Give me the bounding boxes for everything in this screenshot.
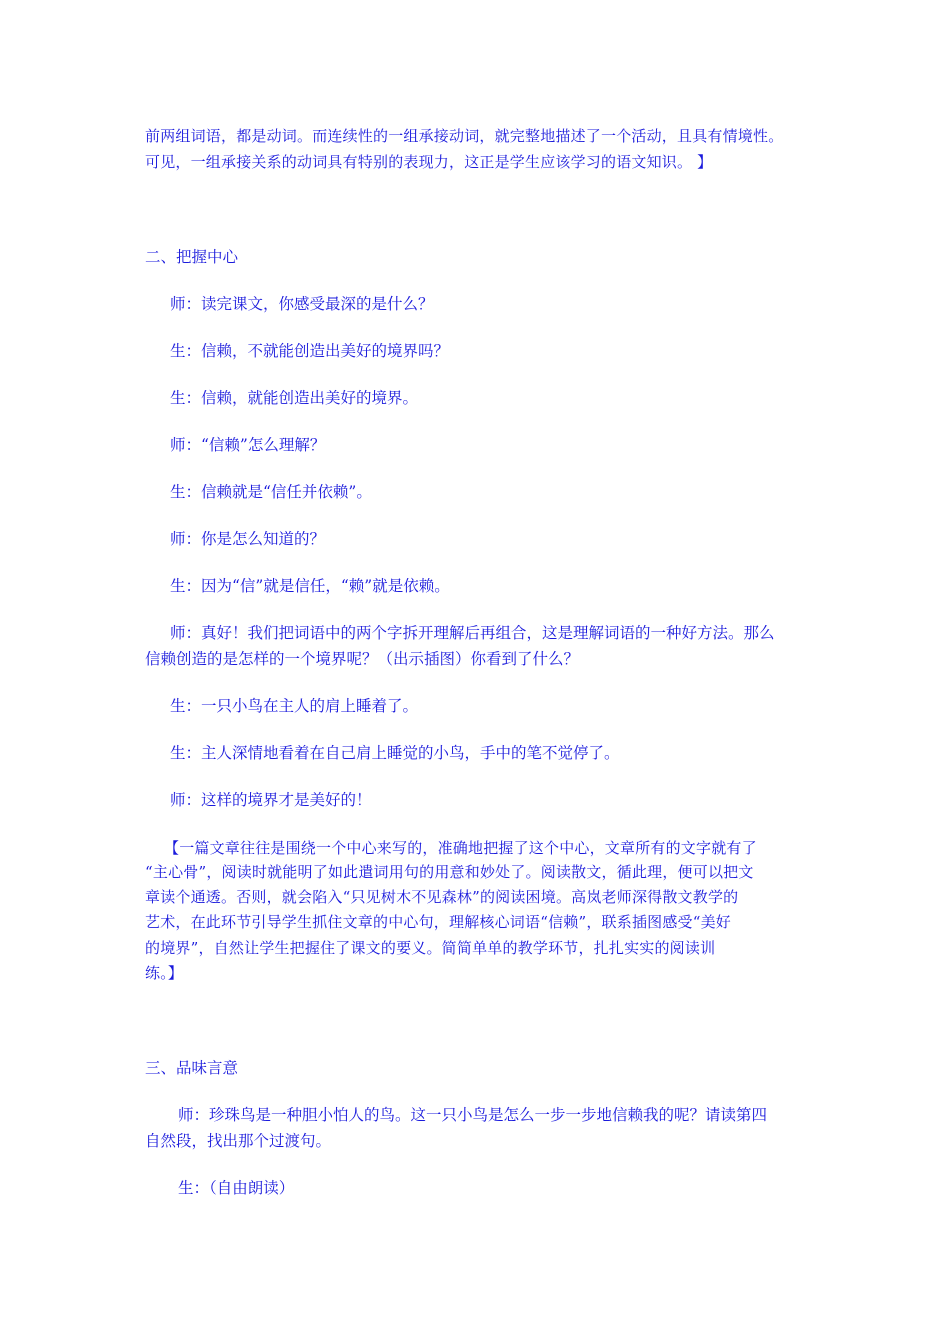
dialogue-line: 师：珍珠鸟是一种胆小怕人的鸟。这一只小鸟是怎么一步一步地信赖我的呢？请读第四 [178,1106,768,1124]
dialogue-line: 生：信赖就是“信任并依赖”。 [170,483,372,501]
dialogue-line: 师：“信赖”怎么理解？ [170,436,326,454]
comment-line: “主心骨”，阅读时就能明了如此遣词用句的用意和妙处了。阅读散文，循此理，便可以把文 [145,863,754,881]
dialogue-line: 师：这样的境界才是美好的！ [170,791,372,809]
comment-line: 章读个通透。否则，就会陷入“只见树木不见森林”的阅读困境。高岚老师深得散文教学的 [145,888,739,906]
dialogue-line: 生：主人深情地看着在自己肩上睡觉的小鸟，手中的笔不觉停了。 [170,744,620,762]
comment-line: 前两组词语，都是动词。而连续性的一组承接动词，就完整地描述了一个活动，且具有情境性。 [145,127,784,145]
dialogue-line: 信赖创造的是怎样的一个境界呢？（出示插图）你看到了什么？ [145,650,580,668]
dialogue-line: 生：（自由朗读） [178,1179,295,1197]
comment-line: 可见，一组承接关系的动词具有特别的表现力，这正是学生应该学习的语文知识。 】 [145,153,713,171]
dialogue-line: 自然段，找出那个过渡句。 [145,1132,332,1150]
dialogue-line: 生：一只小鸟在主人的肩上睡着了。 [170,697,419,715]
comment-line: 练。】 [145,964,184,982]
dialogue-line: 师：你是怎么知道的？ [170,530,326,548]
comment-line: 艺术，在此环节引导学生抓住文章的中心句，理解核心词语“信赖”，联系插图感受“美好 [145,913,732,931]
section-heading: 三、品味言意 [145,1059,239,1077]
comment-line: 的境界”，自然让学生把握住了课文的要义。简简单单的教学环节，扎扎实实的阅读训 [145,939,716,957]
dialogue-line: 生：因为“信”就是信任，“赖”就是依赖。 [170,577,450,595]
section-heading: 二、把握中心 [145,248,239,266]
dialogue-line: 生：信赖，就能创造出美好的境界。 [170,389,419,407]
comment-line: 【一篇文章往往是围绕一个中心来写的，准确地把握了这个中心，文章所有的文字就有了 [164,839,757,857]
dialogue-line: 生：信赖，不就能创造出美好的境界吗？ [170,342,450,360]
dialogue-line: 师：真好！我们把词语中的两个字拆开理解后再组合，这是理解词语的一种好方法。那么 [170,624,775,642]
dialogue-line: 师：读完课文，你感受最深的是什么？ [170,295,434,313]
